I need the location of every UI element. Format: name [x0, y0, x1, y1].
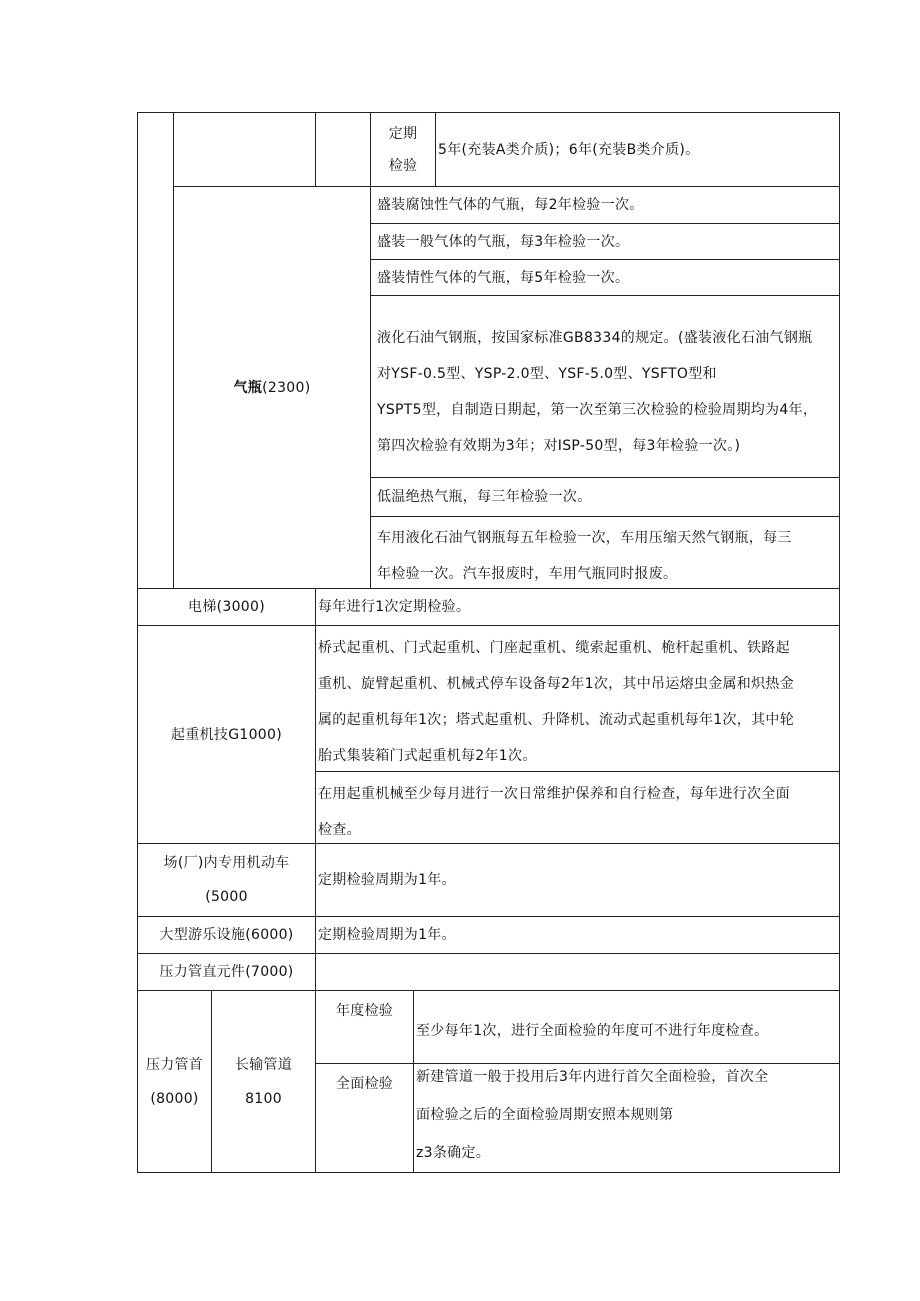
crane-line: 重机、旋臂起重机、机械式停车设备每2年1次，其中吊运熔虫金属和炽热金	[318, 676, 795, 692]
vehicle-line: 车用液化石油气钢瓶每五年检验一次，车用压缩天然气钢瓶，每三	[377, 530, 792, 546]
elevator-category: 电梯(3000)	[188, 599, 265, 615]
periodic-label: 检验	[388, 157, 418, 174]
crane-category: 起重机技G1000)	[171, 726, 282, 743]
periodic-text: 5年(充装A类介质)；6年(充装B类介质)。	[438, 141, 700, 158]
crane-line: 检查。	[318, 822, 361, 838]
full-inspection-line: 新建管道一般于投用后3年内进行首欠全面检验，首次全	[416, 1069, 769, 1085]
full-inspection-label: 全面检验	[335, 1076, 394, 1092]
motor-vehicle-text: 定期检验周期为1年。	[318, 872, 456, 888]
motor-vehicle-code: (5000	[205, 889, 248, 905]
vehicle-line: 年检验一次。汽车报废时，车用气瓶同时报废。	[377, 566, 678, 582]
long-pipeline-cell	[212, 991, 315, 1172]
periodic-label-cell	[371, 113, 435, 186]
full-inspection-text-cell	[416, 1058, 838, 1172]
crane-line: 属的起重机每年1次；塔式起重机、升降机、流动式起重机每年1次，其中轮	[318, 712, 795, 728]
annual-inspection-label: 年度检验	[335, 1003, 394, 1019]
lpg-line: YSPT5型，自制造日期起，第一次至第三次检验的检验周期均为4年，	[377, 402, 818, 418]
motor-vehicle-text-cell	[318, 844, 838, 916]
rule-bottom	[137, 1172, 839, 1173]
full-inspection-label-cell	[316, 1066, 413, 1102]
crane-line: 胎式集装箱门式起重机每2年1次。	[318, 748, 537, 764]
pipeline-category: 压力管首	[145, 1056, 204, 1073]
rule	[315, 588, 316, 990]
long-pipeline-code: 8100	[245, 1090, 282, 1107]
gas-item-low-temp	[377, 478, 837, 516]
gas-cylinder-category	[234, 370, 311, 406]
lpg-line: 第四次检验有效期为3年；对ISP-50型，每3年检验一次。)	[377, 438, 741, 454]
periodic-label: 定期	[388, 125, 418, 142]
annual-inspection-label-cell	[316, 993, 413, 1029]
crane-line: 桥式起重机、门式起重机、门座起重机、缆索起重机、桅杆起重机、铁路起	[318, 640, 790, 656]
elevator-text-cell	[318, 589, 838, 625]
crane-text-cell-1	[318, 630, 838, 774]
rule-right	[839, 112, 840, 1173]
full-inspection-line: z3条确定。	[416, 1145, 491, 1161]
pipeline-category-cell	[138, 991, 211, 1172]
gas-item-lpg	[377, 320, 837, 464]
gas-item-text: 盛装腐蚀性气体的气瓶，每2年检验一次。	[377, 197, 644, 213]
amusement-category: 大型游乐设施(6000)	[159, 927, 294, 943]
periodic-text-cell	[438, 113, 838, 186]
lpg-line: 液化石油气钢瓶，按国家标准GB8334的规定。(盛装液化石油气钢瓶	[377, 330, 813, 346]
lpg-line: 对YSF-0.5型、YSP-2.0型、YSF-5.0型、YSFTO型和	[377, 366, 717, 382]
pipeline-code: (8000)	[150, 1090, 199, 1107]
annual-inspection-text-cell	[416, 1013, 838, 1049]
crane-text-cell-2	[318, 776, 838, 848]
gas-item-general	[377, 224, 837, 259]
full-inspection-line: 面检验之后的全面检验周期安照本规则第	[416, 1107, 674, 1123]
rule	[370, 516, 839, 517]
motor-vehicle-category: 场(厂)内专用机动车	[163, 855, 290, 871]
long-pipeline-label: 长输管道	[234, 1056, 293, 1073]
gas-cylinder-category-cell	[174, 187, 370, 588]
amusement-text: 定期检验周期为1年。	[318, 927, 456, 943]
gas-item-text: 盛装一般气体的气瓶，每3年检验一次。	[377, 233, 630, 250]
rule	[413, 990, 414, 1173]
amusement-category-cell	[138, 917, 315, 953]
gas-item-vehicle	[377, 520, 837, 592]
gas-item-text: 低温绝热气瓶，每三年检验一次。	[377, 489, 592, 505]
pressure-element-category-cell	[138, 954, 315, 990]
gas-item-corrosive	[377, 187, 837, 223]
gas-item-inert	[377, 260, 837, 295]
category-name: 气瓶	[233, 379, 263, 396]
gas-item-text: 盛装情性气体的气瓶，每5年检验一次。	[377, 269, 630, 286]
crane-category-cell	[138, 626, 315, 843]
rule	[435, 112, 436, 187]
motor-vehicle-category-cell	[138, 844, 315, 916]
elevator-text: 每年进行1次定期检验。	[318, 599, 471, 615]
category-code: (2300)	[262, 379, 311, 396]
rule	[315, 112, 316, 187]
elevator-category-cell	[138, 589, 315, 625]
annual-inspection-text: 至少每年1次，进行全面检验的年度可不进行年度检查。	[416, 1023, 769, 1039]
pressure-element-category: 压力管直元件(7000)	[159, 964, 294, 980]
crane-line: 在用起重机械至少每月进行一次日常维护保养和自行检查，每年进行次全面	[318, 786, 790, 802]
amusement-text-cell	[318, 917, 838, 953]
